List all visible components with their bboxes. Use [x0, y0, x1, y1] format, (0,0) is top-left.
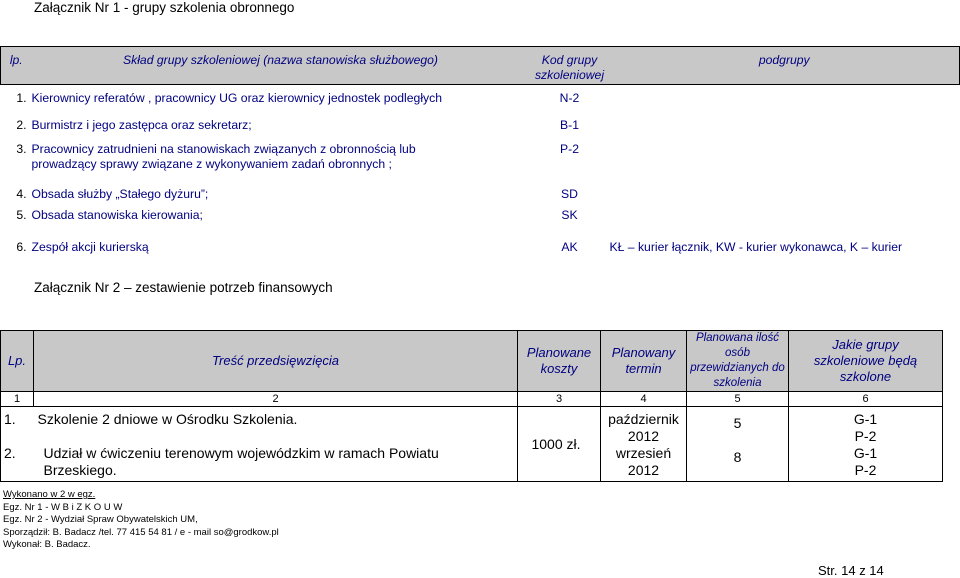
training-groups-table — [0, 46, 960, 256]
row-tresc: Szkolenie 2 dniowe w Ośrodku Szkolenia. — [34, 407, 518, 446]
row-nazwa: Kierownicy referatów , pracownicy UG oraz kierownicy jednostek podległych — [31, 91, 442, 105]
header-lp: Lp. — [1, 331, 34, 392]
header-lp: lp. — [1, 47, 30, 85]
row-kod: B-1 — [560, 117, 579, 132]
termin-month: wrzesień — [615, 445, 672, 461]
row-lp: 6. — [16, 239, 27, 254]
table-row — [1, 445, 943, 482]
row-grupy — [789, 445, 943, 482]
row-lp: 2. — [16, 117, 27, 132]
financial-needs-table — [0, 330, 943, 482]
grupa: G-1 — [853, 411, 878, 427]
row-podgrupy — [608, 112, 960, 136]
annex2-title: Załącznik Nr 2 – zestawienie potrzeb finansowych — [34, 280, 333, 295]
row-termin — [601, 407, 687, 446]
annex1-title: Załącznik Nr 1 - grupy szkolenia obronnego — [34, 0, 295, 15]
table-row — [1, 136, 960, 177]
table-row — [1, 407, 943, 446]
row-tresc: Udział w ćwiczeniu terenowym wojewódzkim w ramach Powiatu Brzeskiego. — [34, 445, 518, 482]
footer-copy2: Egz. Nr 2 - Wydział Spraw Obywatelskich UM, — [3, 514, 198, 525]
row-koszty: 1000 zł. — [518, 407, 601, 482]
row-kod: P-2 — [560, 141, 579, 156]
row-nazwa: Zespół akcji kurierską — [31, 239, 149, 254]
col-number: 6 — [789, 392, 943, 407]
row-kod: N-2 — [559, 91, 580, 105]
header-grupy: Jakie grupy szkoleniowe będą szkolone — [789, 331, 943, 392]
row-lp: 1. — [1, 407, 34, 446]
grupa: P-2 — [854, 428, 877, 444]
row-kod: AK — [561, 239, 578, 254]
col-number: 3 — [518, 392, 601, 407]
grupa: P-2 — [854, 462, 877, 478]
row-lp: 5. — [16, 207, 27, 222]
row-lp: 2. — [1, 445, 34, 482]
row-nazwa: Burmistrz i jego zastępca oraz sekretarz; — [31, 117, 252, 132]
footer-copy1: Egz. Nr 1 - W B i Z K O U W — [3, 501, 123, 513]
row-lp: 4. — [16, 186, 27, 201]
header-koszty: Planowane koszty — [518, 331, 601, 392]
table-row — [1, 226, 960, 256]
header-podgrupy: podgrupy — [608, 47, 960, 85]
table-row — [1, 177, 960, 202]
row-podgrupy — [608, 177, 960, 202]
row-ilosc: 5 — [687, 407, 789, 446]
header-tresc: Treść przedsięwzięcia — [34, 331, 518, 392]
footer-executed: Wykonał: B. Badacz. — [3, 539, 91, 550]
header-termin: Planowany termin — [601, 331, 687, 392]
row-podgrupy — [608, 136, 960, 177]
col-number: 2 — [34, 392, 518, 407]
row-ilosc: 8 — [687, 445, 789, 482]
row-podgrupy: KŁ – kurier łącznik, KW - kurier wykonawca, K – kurier — [609, 239, 903, 254]
row-termin — [601, 445, 687, 482]
termin-month: październik — [608, 411, 679, 427]
col-number: 4 — [601, 392, 687, 407]
row-podgrupy — [608, 202, 960, 226]
header-sklad: Skład grupy szkoleniowej (nazwa stanowiska służbowego) — [30, 47, 530, 85]
row-nazwa: Obsada służby „Stałego dyżuru”; — [31, 186, 209, 201]
footer-copies: Wykonano w 2 w egz. — [3, 489, 96, 500]
row-nazwa: Obsada stanowiska kierowania; — [31, 207, 203, 222]
row-nazwa: Pracownicy zatrudnieni na stanowiskach związanych z obronnością lub prowadzący sprawy związane z wykonywaniem zadań obronnych ; — [31, 141, 416, 171]
footer-notes — [3, 489, 279, 552]
table-row — [1, 202, 960, 226]
row-kod: SD — [561, 186, 578, 201]
grupa: G-1 — [853, 445, 878, 461]
row-grupy — [789, 407, 943, 446]
page-number: Str. 14 z 14 — [818, 563, 884, 578]
termin-year: 2012 — [627, 428, 660, 444]
row-kod: SK — [561, 207, 578, 222]
row-podgrupy — [608, 85, 960, 112]
table-row — [1, 85, 960, 112]
footer-prepared: Sporządził: B. Badacz /tel. 77 415 54 81 / e - mail so@grodkow.pl — [3, 526, 279, 538]
col-number: 1 — [1, 392, 34, 407]
header-kod: Kod grupy szkoleniowej — [530, 47, 608, 85]
row-lp: 1. — [16, 91, 27, 105]
table-row — [1, 112, 960, 136]
header-ilosc: Planowana ilość osób przewidzianych do szkolenia — [687, 331, 789, 392]
termin-year: 2012 — [627, 462, 660, 478]
col-number: 5 — [687, 392, 789, 407]
row-lp: 3. — [16, 141, 27, 156]
